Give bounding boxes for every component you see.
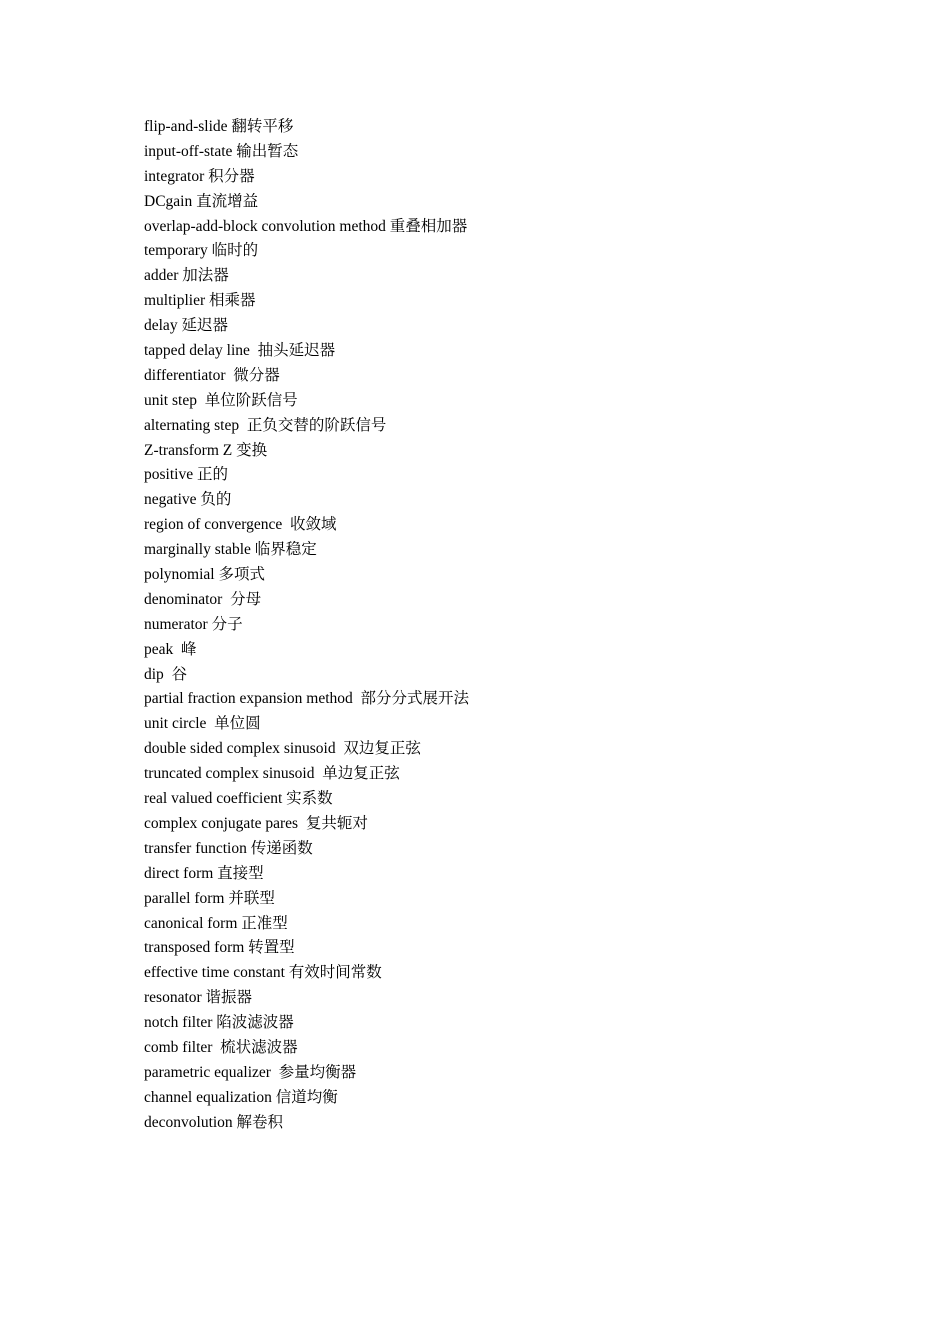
glossary-entry: negative 负的 bbox=[144, 491, 232, 509]
glossary-entry: polynomial 多项式 bbox=[144, 566, 265, 584]
glossary-entry: channel equalization 信道均衡 bbox=[144, 1088, 338, 1106]
glossary-entry: unit step 单位阶跃信号 bbox=[144, 391, 298, 409]
glossary-entry: region of convergence 收敛域 bbox=[144, 516, 337, 534]
glossary-entry: dip 谷 bbox=[144, 665, 188, 683]
glossary-entry: resonator 谐振器 bbox=[144, 989, 253, 1007]
glossary-entry: input-off-state 输出暂态 bbox=[144, 142, 299, 160]
glossary-entry: partial fraction expansion method 部分分式展开法 bbox=[144, 690, 470, 708]
glossary-entry: parallel form 并联型 bbox=[144, 889, 275, 907]
glossary-entry: delay 延迟器 bbox=[144, 317, 228, 335]
glossary-entry: effective time constant 有效时间常数 bbox=[144, 964, 382, 982]
glossary-entry: DCgain 直流增益 bbox=[144, 192, 259, 210]
glossary-entry: denominator 分母 bbox=[144, 590, 262, 608]
glossary-entry: marginally stable 临界稳定 bbox=[144, 541, 317, 559]
glossary-entry: multiplier 相乘器 bbox=[144, 292, 256, 310]
glossary-entry: comb filter 梳状滤波器 bbox=[144, 1038, 298, 1056]
glossary-entry: adder 加法器 bbox=[144, 267, 229, 285]
glossary-entry: canonical form 正准型 bbox=[144, 914, 288, 932]
glossary-entry: parametric equalizer 参量均衡器 bbox=[144, 1063, 357, 1081]
glossary-entry: direct form 直接型 bbox=[144, 864, 264, 882]
glossary-entry: real valued coefficient 实系数 bbox=[144, 790, 333, 808]
glossary-entry: positive 正的 bbox=[144, 466, 228, 484]
glossary-entry: unit circle 单位圆 bbox=[144, 715, 261, 733]
glossary-entry: truncated complex sinusoid 单边复正弦 bbox=[144, 765, 400, 783]
glossary-entry: integrator 积分器 bbox=[144, 167, 255, 185]
glossary-entry: temporary 临时的 bbox=[144, 242, 259, 260]
glossary-entry: overlap-add-block convolution method 重叠相加器 bbox=[144, 217, 468, 235]
glossary-list bbox=[144, 115, 469, 1136]
glossary-entry: Z-transform Z 变换 bbox=[144, 441, 268, 459]
glossary-entry: transfer function 传递函数 bbox=[144, 839, 313, 857]
glossary-entry: flip-and-slide 翻转平移 bbox=[144, 118, 294, 135]
glossary-entry: deconvolution 解卷积 bbox=[144, 1113, 284, 1131]
glossary-entry: double sided complex sinusoid 双边复正弦 bbox=[144, 740, 421, 758]
glossary-entry: tapped delay line 抽头延迟器 bbox=[144, 342, 336, 360]
glossary-entry: complex conjugate pares 复共轭对 bbox=[144, 814, 368, 832]
glossary-entry: peak 峰 bbox=[144, 640, 197, 658]
glossary-entry: transposed form 转置型 bbox=[144, 939, 295, 957]
glossary-entry: notch filter 陷波滤波器 bbox=[144, 1014, 294, 1032]
glossary-entry: differentiator 微分器 bbox=[144, 366, 280, 384]
glossary-entry: numerator 分子 bbox=[144, 615, 243, 633]
glossary-entry: alternating step 正负交替的阶跃信号 bbox=[144, 416, 387, 434]
